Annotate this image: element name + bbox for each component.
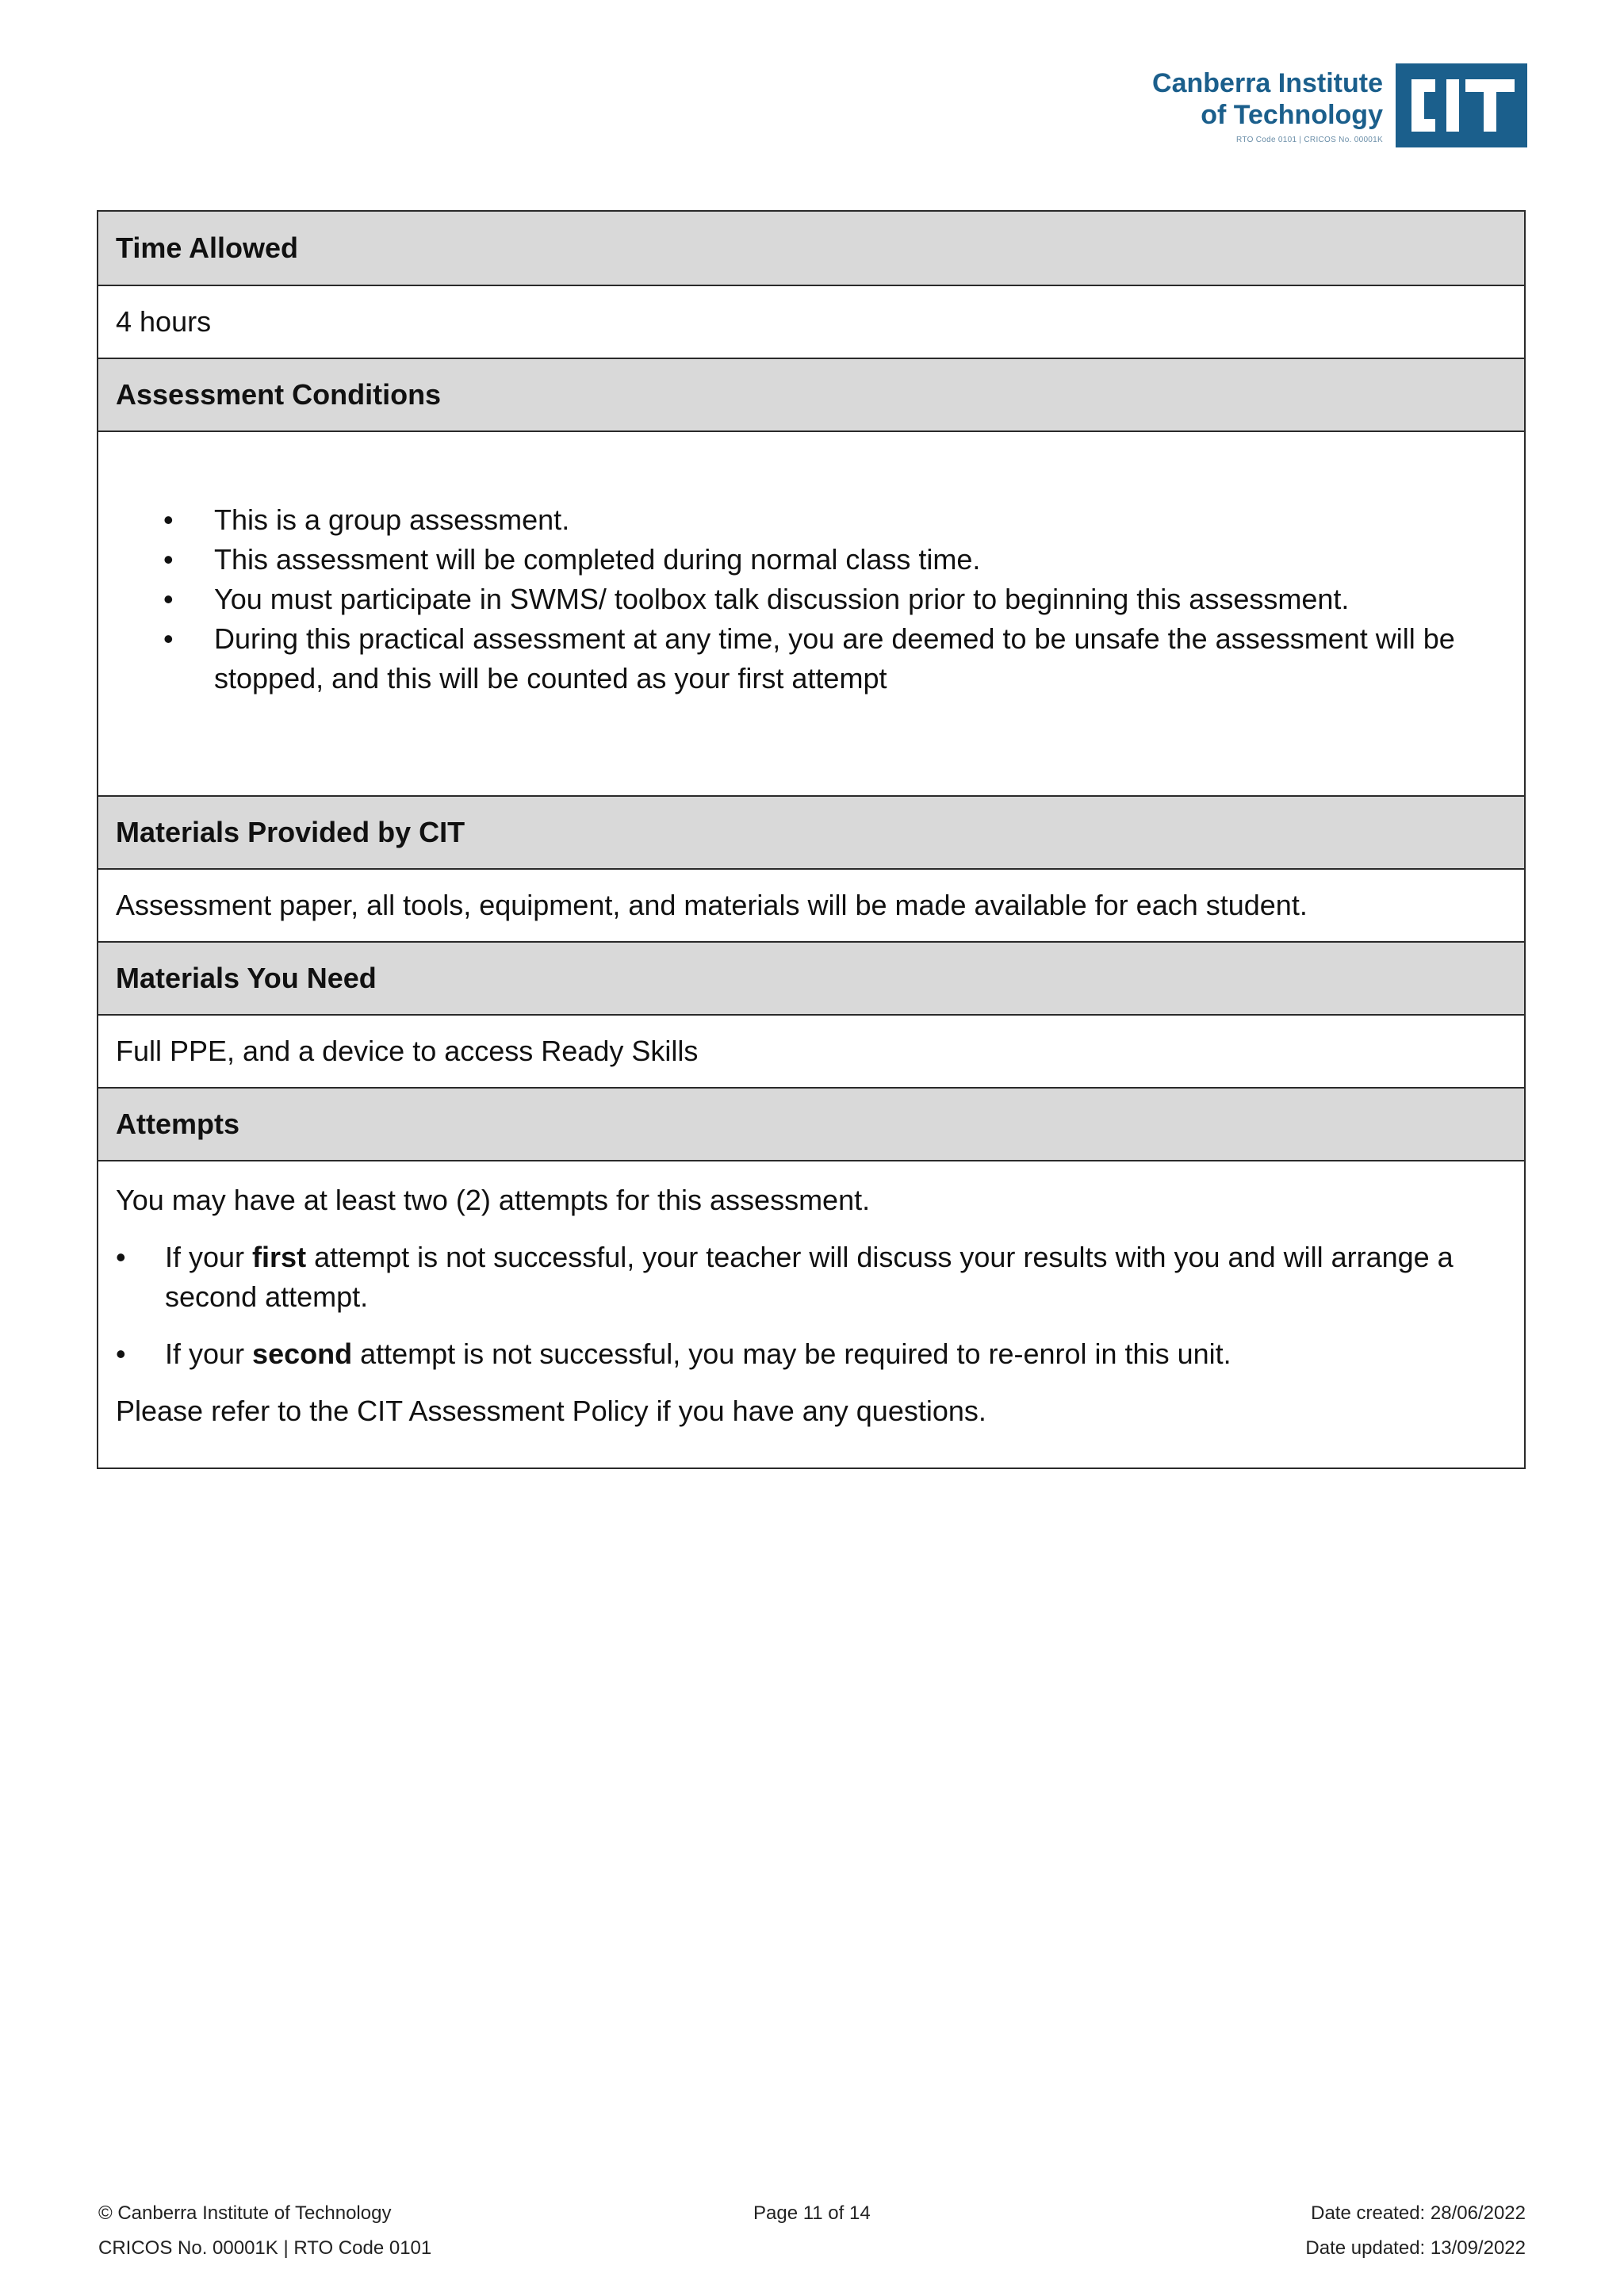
attempt-first-pre: If your: [165, 1241, 253, 1273]
footer-date-updated: Date updated: 13/09/2022: [1305, 2237, 1526, 2259]
logo-subtext: RTO Code 0101 | CRICOS No. 00001K: [1236, 135, 1383, 144]
cit-logo: [1152, 63, 1527, 147]
logo-line-2: of Technology: [1201, 99, 1383, 130]
cit-logo-mark-icon: [1396, 63, 1527, 147]
assessment-conditions-heading: Assessment Conditions: [98, 358, 1524, 430]
condition-item: • This is a group assessment.: [116, 500, 1507, 540]
condition-item: • During this practical assessment at any time, you are deemed to be unsafe the assessment will be stopped, and this will be counted as your first attempt: [116, 619, 1507, 698]
footer-page-number: Page 11 of 14: [753, 2202, 871, 2224]
attempt-item-first: [116, 1238, 1507, 1317]
footer-copyright: © Canberra Institute of Technology: [98, 2202, 392, 2224]
materials-provided-heading: Materials Provided by CIT: [98, 795, 1524, 868]
footer-left: [98, 2196, 431, 2266]
attempt-second-post: attempt is not successful, you may be required to re-enrol in this unit.: [352, 1337, 1231, 1370]
attempts-closing: Please refer to the CIT Assessment Policy if you have any questions.: [116, 1395, 986, 1427]
assessment-conditions-body: [98, 430, 1524, 795]
logo-line-1: Canberra Institute: [1152, 67, 1383, 98]
attempt-item-second: [116, 1334, 1507, 1374]
condition-item: • This assessment will be completed during normal class time.: [116, 540, 1507, 580]
materials-needed-value: Full PPE, and a device to access Ready Skills: [98, 1014, 1524, 1087]
conditions-list: [116, 500, 1507, 698]
logo-text: [1152, 67, 1383, 144]
materials-needed-heading: Materials You Need: [98, 941, 1524, 1014]
condition-item: • You must participate in SWMS/ toolbox talk discussion prior to beginning this assessment.: [116, 580, 1507, 619]
attempts-list: [116, 1238, 1507, 1374]
time-allowed-heading: Time Allowed: [98, 212, 1524, 285]
materials-provided-value: Assessment paper, all tools, equipment, and materials will be made available for each student.: [98, 868, 1524, 941]
attempt-first-post: attempt is not successful, your teacher will discuss your results with you and will arrange a second attempt.: [165, 1241, 1454, 1313]
attempt-second-bold: second: [252, 1337, 353, 1370]
attempts-intro: You may have at least two (2) attempts for this assessment.: [116, 1184, 871, 1216]
attempt-first-bold: first: [252, 1241, 307, 1273]
footer-right: [1305, 2196, 1526, 2266]
time-allowed-value: 4 hours: [98, 285, 1524, 358]
attempts-heading: Attempts: [98, 1087, 1524, 1160]
assessment-info-table: [97, 210, 1526, 1469]
attempts-body: [98, 1160, 1524, 1468]
footer-date-created: Date created: 28/06/2022: [1311, 2202, 1526, 2224]
attempt-second-pre: If your: [165, 1337, 253, 1370]
footer-cricos: CRICOS No. 00001K | RTO Code 0101: [98, 2237, 432, 2259]
